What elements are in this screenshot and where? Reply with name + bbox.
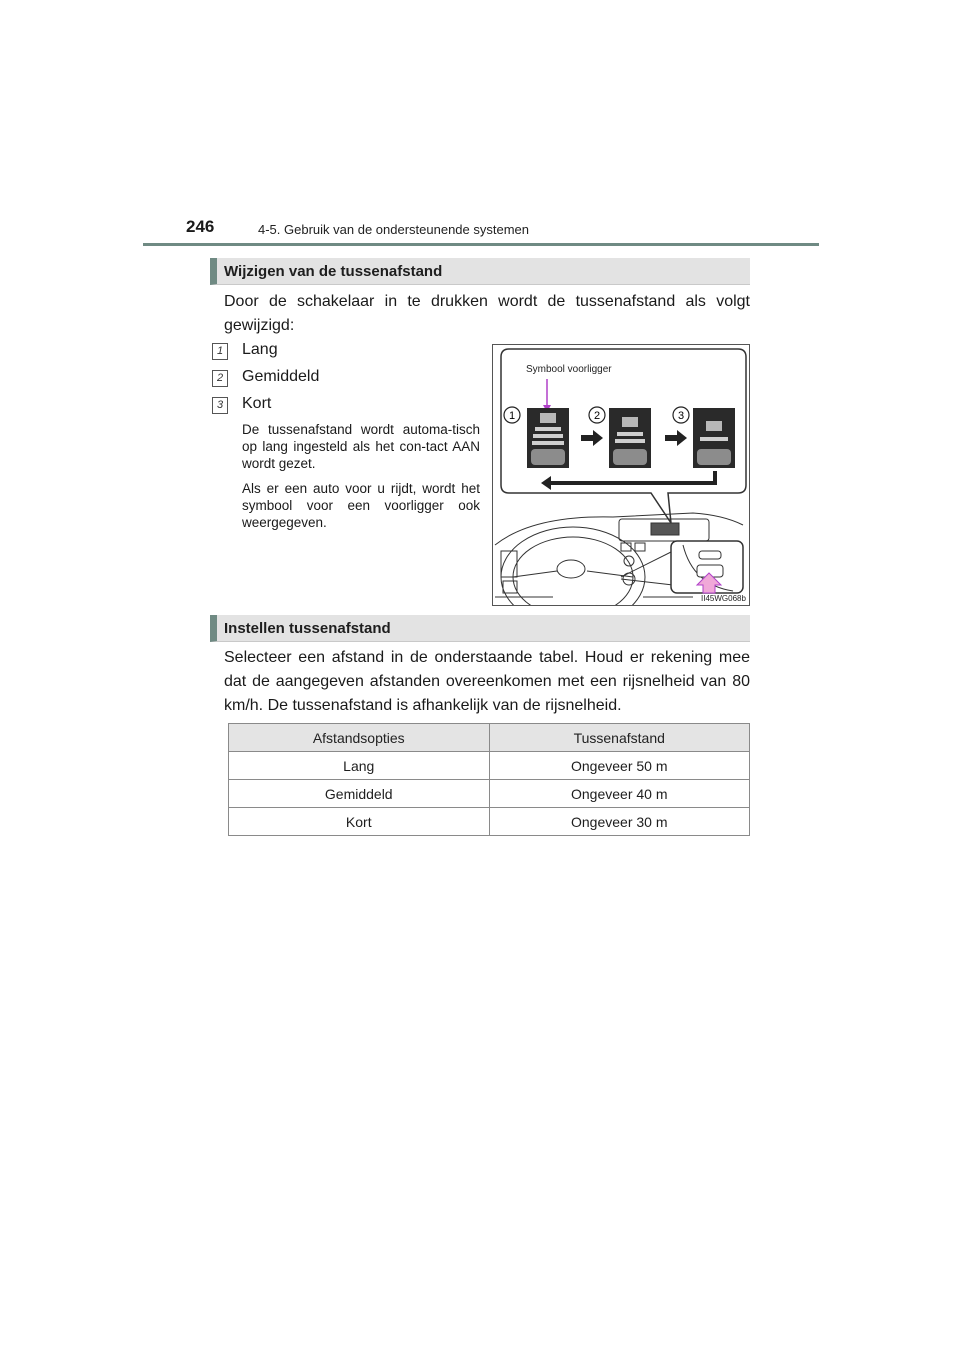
- table-cell: Ongeveer 30 m: [489, 808, 750, 836]
- table-row: [229, 752, 750, 780]
- table-cell: Ongeveer 50 m: [489, 752, 750, 780]
- section-heading-label: Instellen tussenafstand: [224, 620, 391, 637]
- table-cell: Gemiddeld: [229, 780, 490, 808]
- section-heading-label: Wijzigen van de tussenafstand: [224, 263, 443, 280]
- table-row: [229, 808, 750, 836]
- item-label: Gemiddeld: [242, 368, 320, 385]
- display-panel-short: [693, 408, 735, 468]
- step-number: 3: [677, 410, 685, 422]
- column-header: Afstandsopties: [229, 724, 490, 752]
- note-vehicle-ahead: Als er een auto voor u rijdt, wordt het symbool voor een voorligger ook weergegeven.: [242, 481, 480, 530]
- intro-paragraph: Door de schakelaar in te drukken wordt de tussenafstand als volgt gewijzigd:: [224, 293, 750, 334]
- step-number: 1: [508, 410, 516, 422]
- table-header-row: [229, 724, 750, 752]
- table-cell: Ongeveer 40 m: [489, 780, 750, 808]
- callout-label: Symbool voorligger: [526, 364, 612, 375]
- page-number: 246: [186, 217, 215, 236]
- item-label: Lang: [242, 341, 278, 358]
- step-number: 2: [593, 410, 601, 422]
- table-row: [229, 780, 750, 808]
- section-heading-wijzigen: [210, 258, 750, 285]
- header-divider: [143, 243, 819, 246]
- item-number: 2: [212, 370, 228, 387]
- table-cell: Lang: [229, 752, 490, 780]
- distance-switch: [699, 551, 721, 559]
- distance-switch-illustration: [492, 344, 750, 606]
- item-number: 3: [212, 397, 228, 414]
- distance-table: [228, 723, 750, 836]
- item-label: Kort: [242, 395, 272, 412]
- instructions-paragraph: Selecteer een afstand in de onderstaande tabel. Houd er rekening mee dat de aangegeven afstanden overeenkomen met een rijsnelheid van 80 km/h. De tussenafstand is afhankelijk van de rijsnelheid.: [224, 649, 750, 714]
- chapter-title: 4-5. Gebruik van de ondersteunende systemen: [258, 222, 530, 237]
- note-auto-long: De tussenafstand wordt automa-tisch op lang ingesteld als het con-tact AAN wordt gezet.: [242, 422, 480, 471]
- image-code: II45WG068b: [701, 594, 746, 603]
- display-panel-medium: [609, 408, 651, 468]
- display-panel-long: [527, 408, 569, 468]
- table-cell: Kort: [229, 808, 490, 836]
- item-number: 1: [212, 343, 228, 360]
- column-header: Tussenafstand: [489, 724, 750, 752]
- section-heading-instellen: [210, 615, 750, 642]
